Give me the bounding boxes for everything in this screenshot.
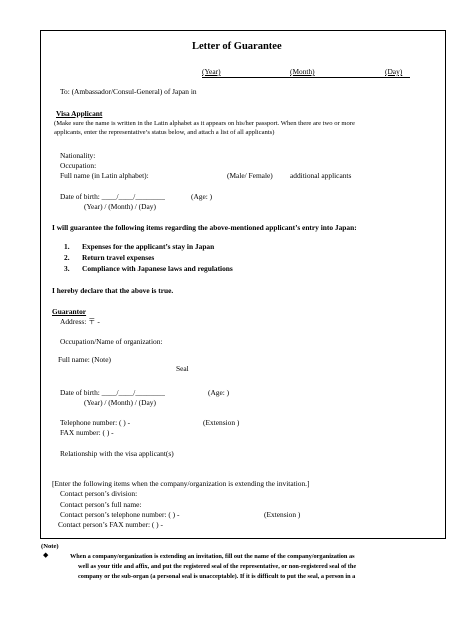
additional-applicants-label: additional applicants [290,171,352,180]
guarantee-item-2-num: 2. [64,253,70,262]
date-underline [202,77,410,78]
visa-applicant-heading: Visa Applicant [56,109,103,118]
guarantee-statement: I will guarantee the following items regarding the above-mentioned applicant’s entry into Japan: [52,223,357,232]
applicant-dob: Date of birth: ____/____/________ [60,192,165,201]
contact-telephone: Contact person’s telephone number: ( ) - [60,510,180,519]
nationality-label: Nationality: [60,151,96,160]
guarantee-item-1-num: 1. [64,242,70,251]
guarantor-occupation: Occupation/Name of organization: [60,337,163,346]
note-label: (Note) [41,543,59,550]
sex-label: (Male/ Female) [227,171,273,180]
visa-instruction-line-2: applicants, enter the representative’s status below, and attach a list of all applicants) [54,129,275,136]
contact-fax: Contact person’s FAX number: ( ) - [58,520,163,529]
visa-instruction-line-1: (Make sure the name is written in the Latin alphabet as it appears on his/her passport. When there are two or more [54,120,355,127]
note-bullet-icon: ◆ [43,551,49,559]
guarantor-age: (Age: ) [208,388,230,397]
contact-full-name: Contact person’s full name: [60,500,142,509]
to-line: To: (Ambassador/Consul-General) of Japan in [60,87,197,96]
contact-division: Contact person’s division: [60,489,138,498]
page-title: Letter of Guarantee [192,41,282,52]
date-day: (Day) [385,67,403,76]
company-header: [Enter the following items when the company/organization is extending the invitation.] [52,479,310,488]
relationship-label: Relationship with the visa applicant(s) [60,449,174,458]
occupation-label: Occupation: [60,161,97,170]
guarantor-heading: Guarantor [52,307,87,316]
seal-label: Seal [176,364,189,373]
guarantor-fax: FAX number: ( ) - [60,428,114,437]
guarantor-address: Address: 〒 - [60,317,100,326]
note-line-3: company or the sub-organ (a personal seal is unacceptable). If it is difficult to put the seal, a person in a [78,573,356,580]
applicant-age: (Age: ) [191,192,213,201]
note-line-1: When a company/organization is extending an invitation, fill out the name of the company/organization as [70,553,355,560]
note-line-2: well as your title and affix, and put the registered seal of the representative, or non-registered seal of the [78,563,357,570]
guarantor-dob-hint: (Year) / (Month) / (Day) [84,398,156,407]
applicant-dob-hint: (Year) / (Month) / (Day) [84,202,156,211]
full-name-label: Full name (in Latin alphabet): [60,171,149,180]
guarantor-telephone: Telephone number: ( ) - [60,418,131,427]
guarantor-dob: Date of birth: ____/____/________ [60,388,165,397]
date-month: (Month) [290,67,315,76]
guarantor-extension: (Extension ) [203,418,240,427]
guarantee-item-2: Return travel expenses [82,253,155,262]
guarantee-item-3-num: 3. [64,264,70,273]
contact-extension: (Extension ) [264,510,301,519]
guarantor-full-name: Full name: (Note) [58,355,111,364]
form-border [40,30,446,539]
declaration: I hereby declare that the above is true. [52,286,174,295]
guarantee-item-1: Expenses for the applicant’s stay in Japan [82,242,215,251]
date-year: (Year) [202,67,221,76]
guarantee-item-3: Compliance with Japanese laws and regulations [82,264,233,273]
